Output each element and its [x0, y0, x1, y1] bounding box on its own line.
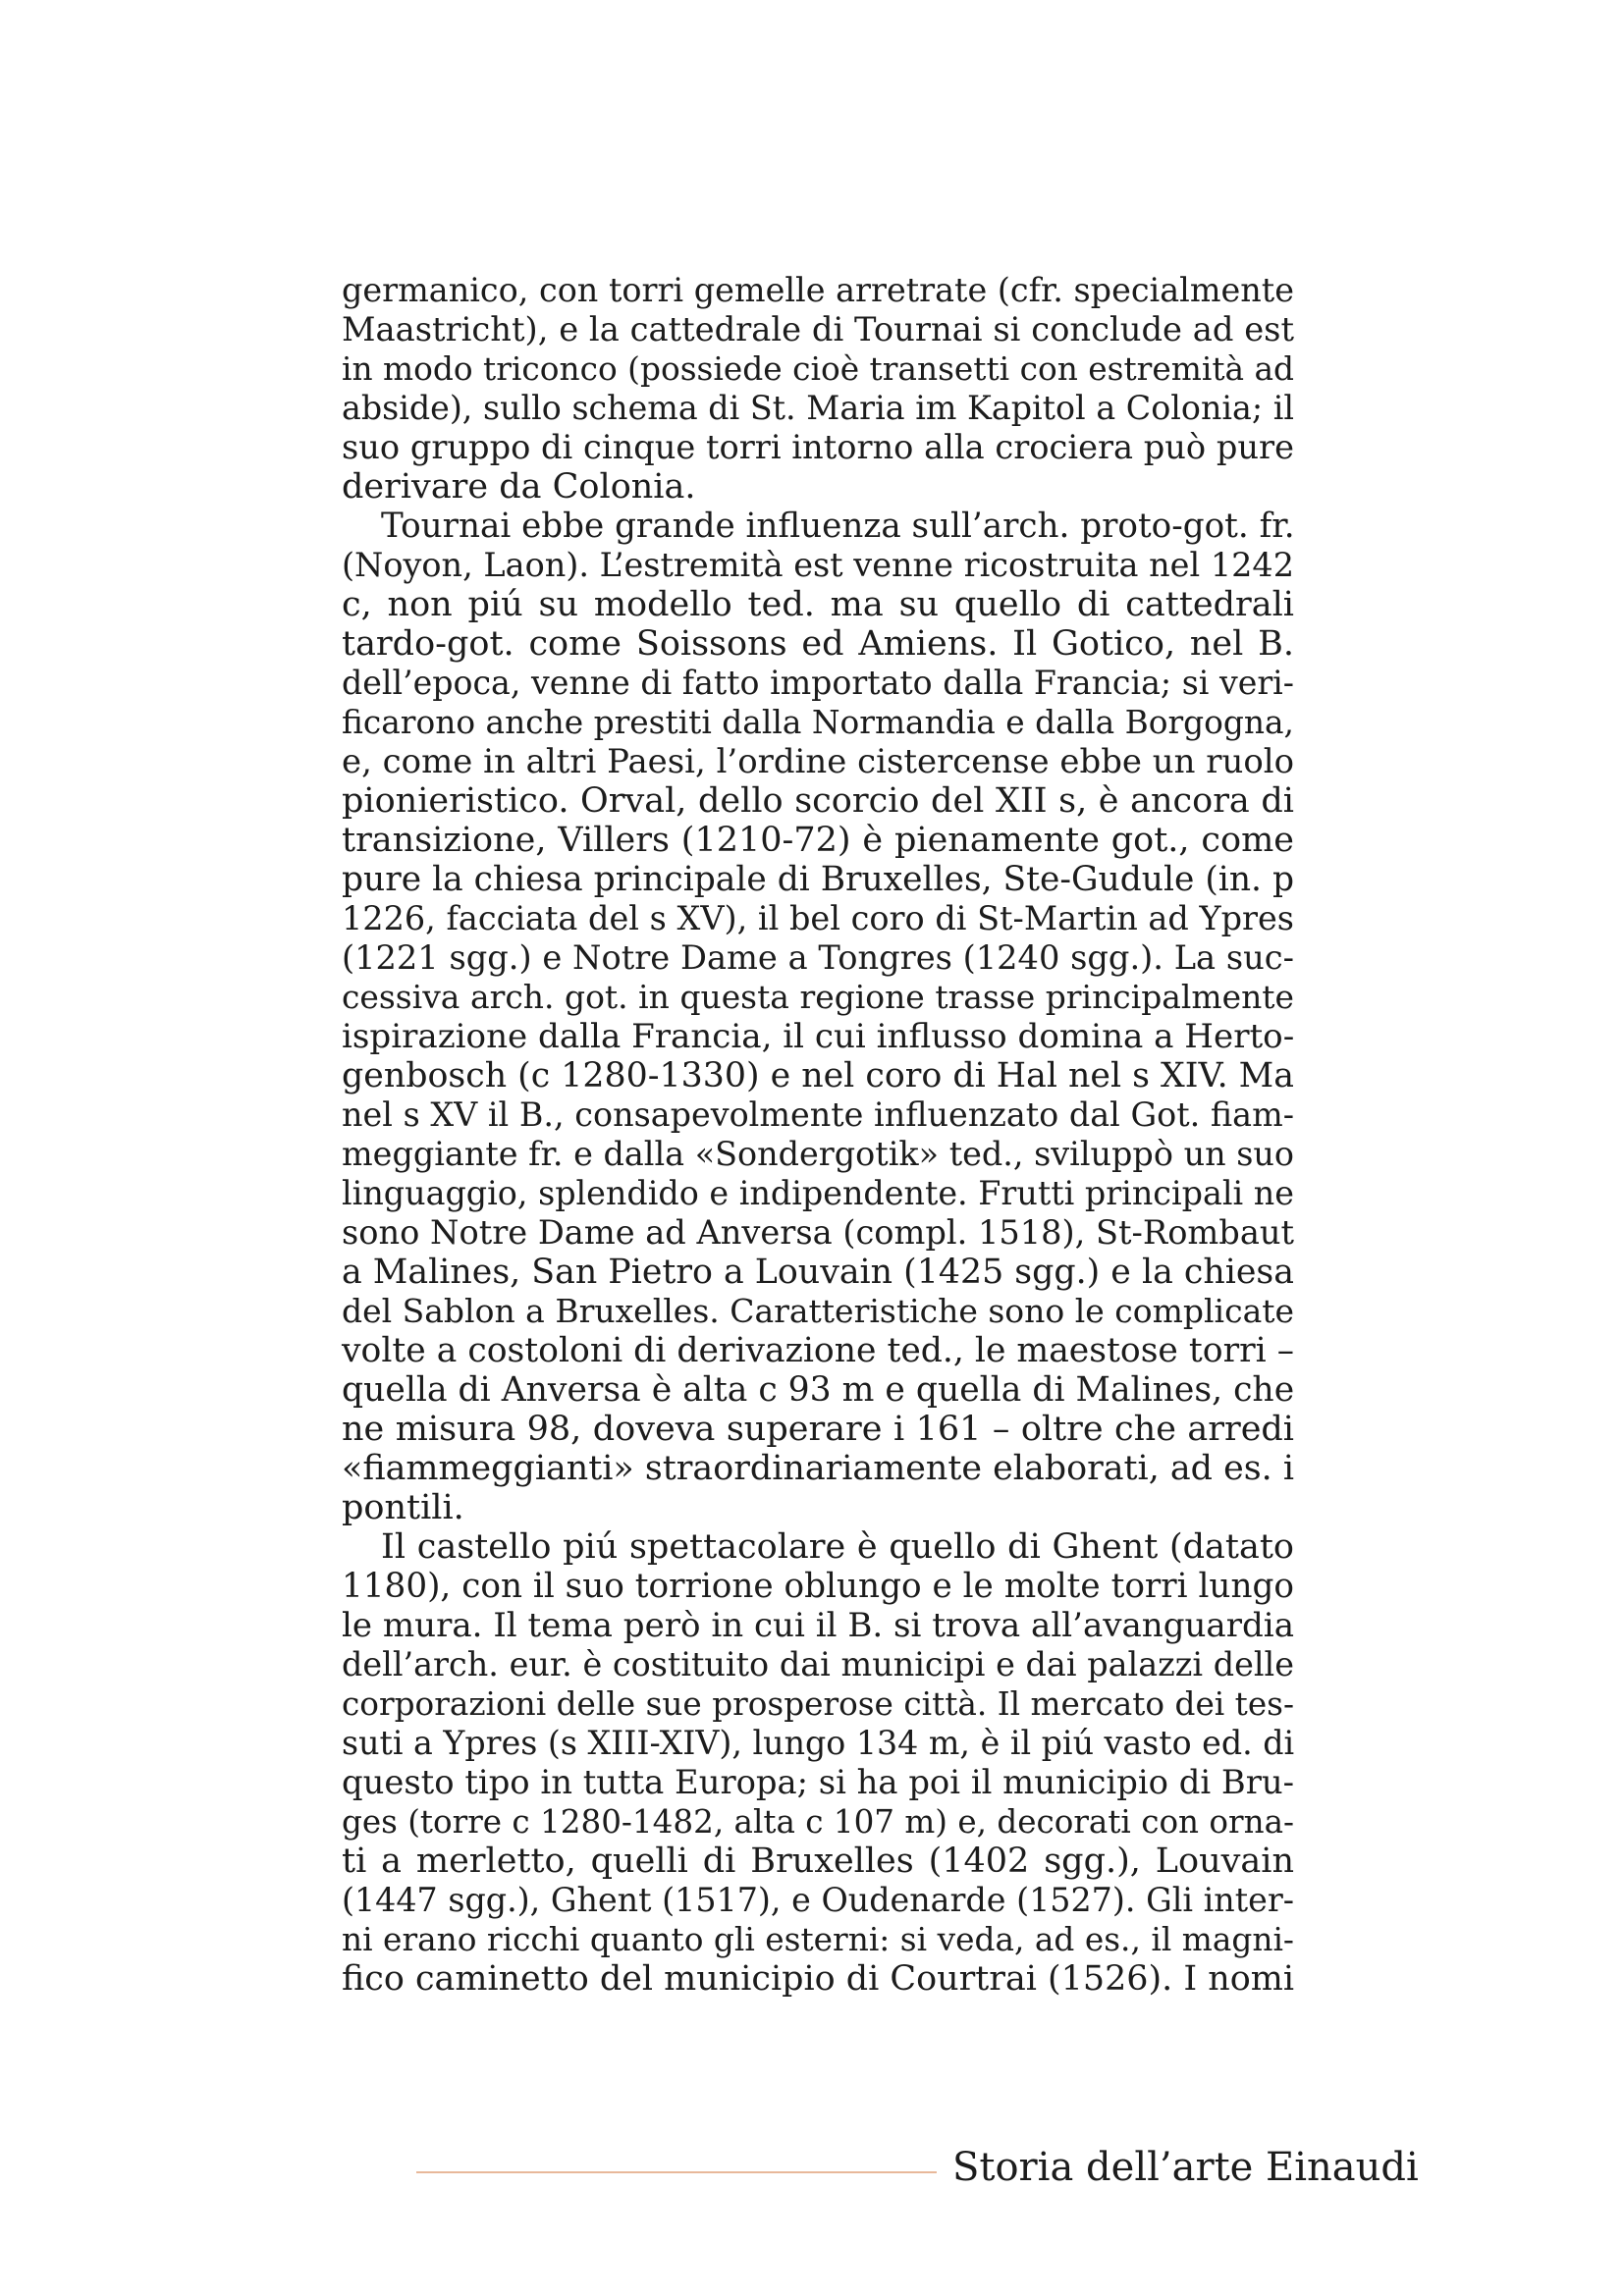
text-line: suti a Ypres (s XIII-XIV), lungo 134 m, è il piú vasto ed. di	[342, 1724, 1295, 1762]
text-line: tardo-got. come Soissons ed Amiens. Il Gotico, nel B.	[342, 624, 1294, 664]
text-line: germanico, con torri gemelle arretrate (cfr. specialmente	[342, 271, 1294, 309]
paragraph-2	[342, 507, 1294, 1527]
text-line: c, non piú su modello ted. ma su quello di cattedrali	[342, 585, 1294, 624]
text-line: pure la chiesa principale di Bruxelles, Ste-Gudule (in. p	[342, 860, 1294, 899]
text-line: (Noyon, Laon). L’estremità est venne ricostruita nel 1242	[342, 546, 1294, 584]
text-line: linguaggio, splendido e indipendente. Frutti principali ne	[342, 1174, 1294, 1212]
text-line: in modo triconco (possiede cioè transetti con estremità ad	[342, 350, 1295, 388]
text-line: quella di Anversa è alta c 93 m e quella di Malines, che	[342, 1370, 1295, 1410]
text-line: derivare da Colonia.	[342, 467, 696, 507]
text-line: ti a merletto, quelli di Bruxelles (1402 sgg.), Louvain	[342, 1842, 1294, 1881]
text-line: Tournai ebbe grande influenza sull’arch. proto-got. fr.	[381, 507, 1295, 546]
text-line: genbosch (c 1280-1330) e nel coro di Hal nel s XIV. Ma	[342, 1056, 1294, 1095]
text-line: le mura. Il tema però in cui il B. si trova all’avanguardia	[342, 1606, 1294, 1645]
footer-rule	[416, 2171, 937, 2173]
text-line: ni erano ricchi quanto gli esterni: si veda, ad es., il magni-	[342, 1921, 1294, 1958]
text-line: «fiammeggianti» straordinariamente elaborati, ad es. i	[342, 1449, 1294, 1488]
text-line: Maastricht), e la cattedrale di Tournai si conclude ad est	[342, 310, 1294, 348]
text-line: (1221 sgg.) e Notre Dame a Tongres (1240 sgg.). La suc-	[342, 938, 1294, 977]
page-body	[342, 271, 1294, 1999]
text-line: del Sablon a Bruxelles. Caratteristiche sono le complicate	[342, 1292, 1295, 1330]
text-line: corporazioni delle sue prosperose città. Il mercato dei tes-	[342, 1685, 1294, 1723]
text-line: 1180), con il suo torrione oblungo e le molte torri lungo	[342, 1567, 1294, 1606]
text-line: suo gruppo di cinque torri intorno alla crociera può pure	[342, 428, 1294, 466]
text-line: ges (torre c 1280-1482, alta c 107 m) e, decorati con orna-	[342, 1803, 1294, 1841]
text-line: ficarono anche prestiti dalla Normandia e dalla Borgogna,	[342, 704, 1294, 741]
text-line: transizione, Villers (1210-72) è pienamente got., come	[342, 821, 1294, 860]
footer-title: Storia dell’arte Einaudi	[952, 2145, 1419, 2190]
text-line: sono Notre Dame ad Anversa (compl. 1518), St-Rombaut	[342, 1213, 1295, 1252]
text-line: e, come in altri Paesi, l’ordine cistercense ebbe un ruolo	[342, 742, 1294, 780]
text-line: Il castello piú spettacolare è quello di Ghent (datato	[381, 1527, 1294, 1567]
text-line: ne misura 98, doveva superare i 161 – oltre che arredi	[342, 1410, 1294, 1449]
text-line: 1226, facciata del s XV), il bel coro di St-Martin ad Ypres	[342, 899, 1294, 937]
text-line: questo tipo in tutta Europa; si ha poi il municipio di Bru-	[342, 1763, 1294, 1801]
text-line: fico caminetto del municipio di Courtrai (1526). I nomi	[342, 1959, 1294, 1999]
text-line: volte a costoloni di derivazione ted., le maestose torri –	[342, 1331, 1294, 1370]
text-line: cessiva arch. got. in questa regione trasse principalmente	[342, 978, 1294, 1016]
text-line: nel s XV il B., consapevolmente influenzato dal Got. fiam-	[342, 1095, 1294, 1134]
text-line: dell’epoca, venne di fatto importato dalla Francia; si veri-	[342, 664, 1294, 702]
paragraph-1	[342, 271, 1294, 507]
text-line: dell’arch. eur. è costituito dai municipi e dai palazzi delle	[342, 1645, 1294, 1683]
text-line: meggiante fr. e dalla «Sondergotik» ted., sviluppò un suo	[342, 1135, 1294, 1173]
text-line: (1447 sgg.), Ghent (1517), e Oudenarde (1527). Gli inter-	[342, 1881, 1294, 1919]
text-line: pionieristico. Orval, dello scorcio del XII s, è ancora di	[342, 781, 1294, 821]
text-line: ispirazione dalla Francia, il cui influsso domina a Herto-	[342, 1017, 1295, 1056]
text-line: abside), sullo schema di St. Maria im Kapitol a Colonia; il	[342, 389, 1294, 427]
text-line: pontili.	[342, 1488, 464, 1527]
paragraph-3	[342, 1527, 1294, 1999]
text-line: a Malines, San Pietro a Louvain (1425 sgg.) e la chiesa	[342, 1253, 1294, 1292]
